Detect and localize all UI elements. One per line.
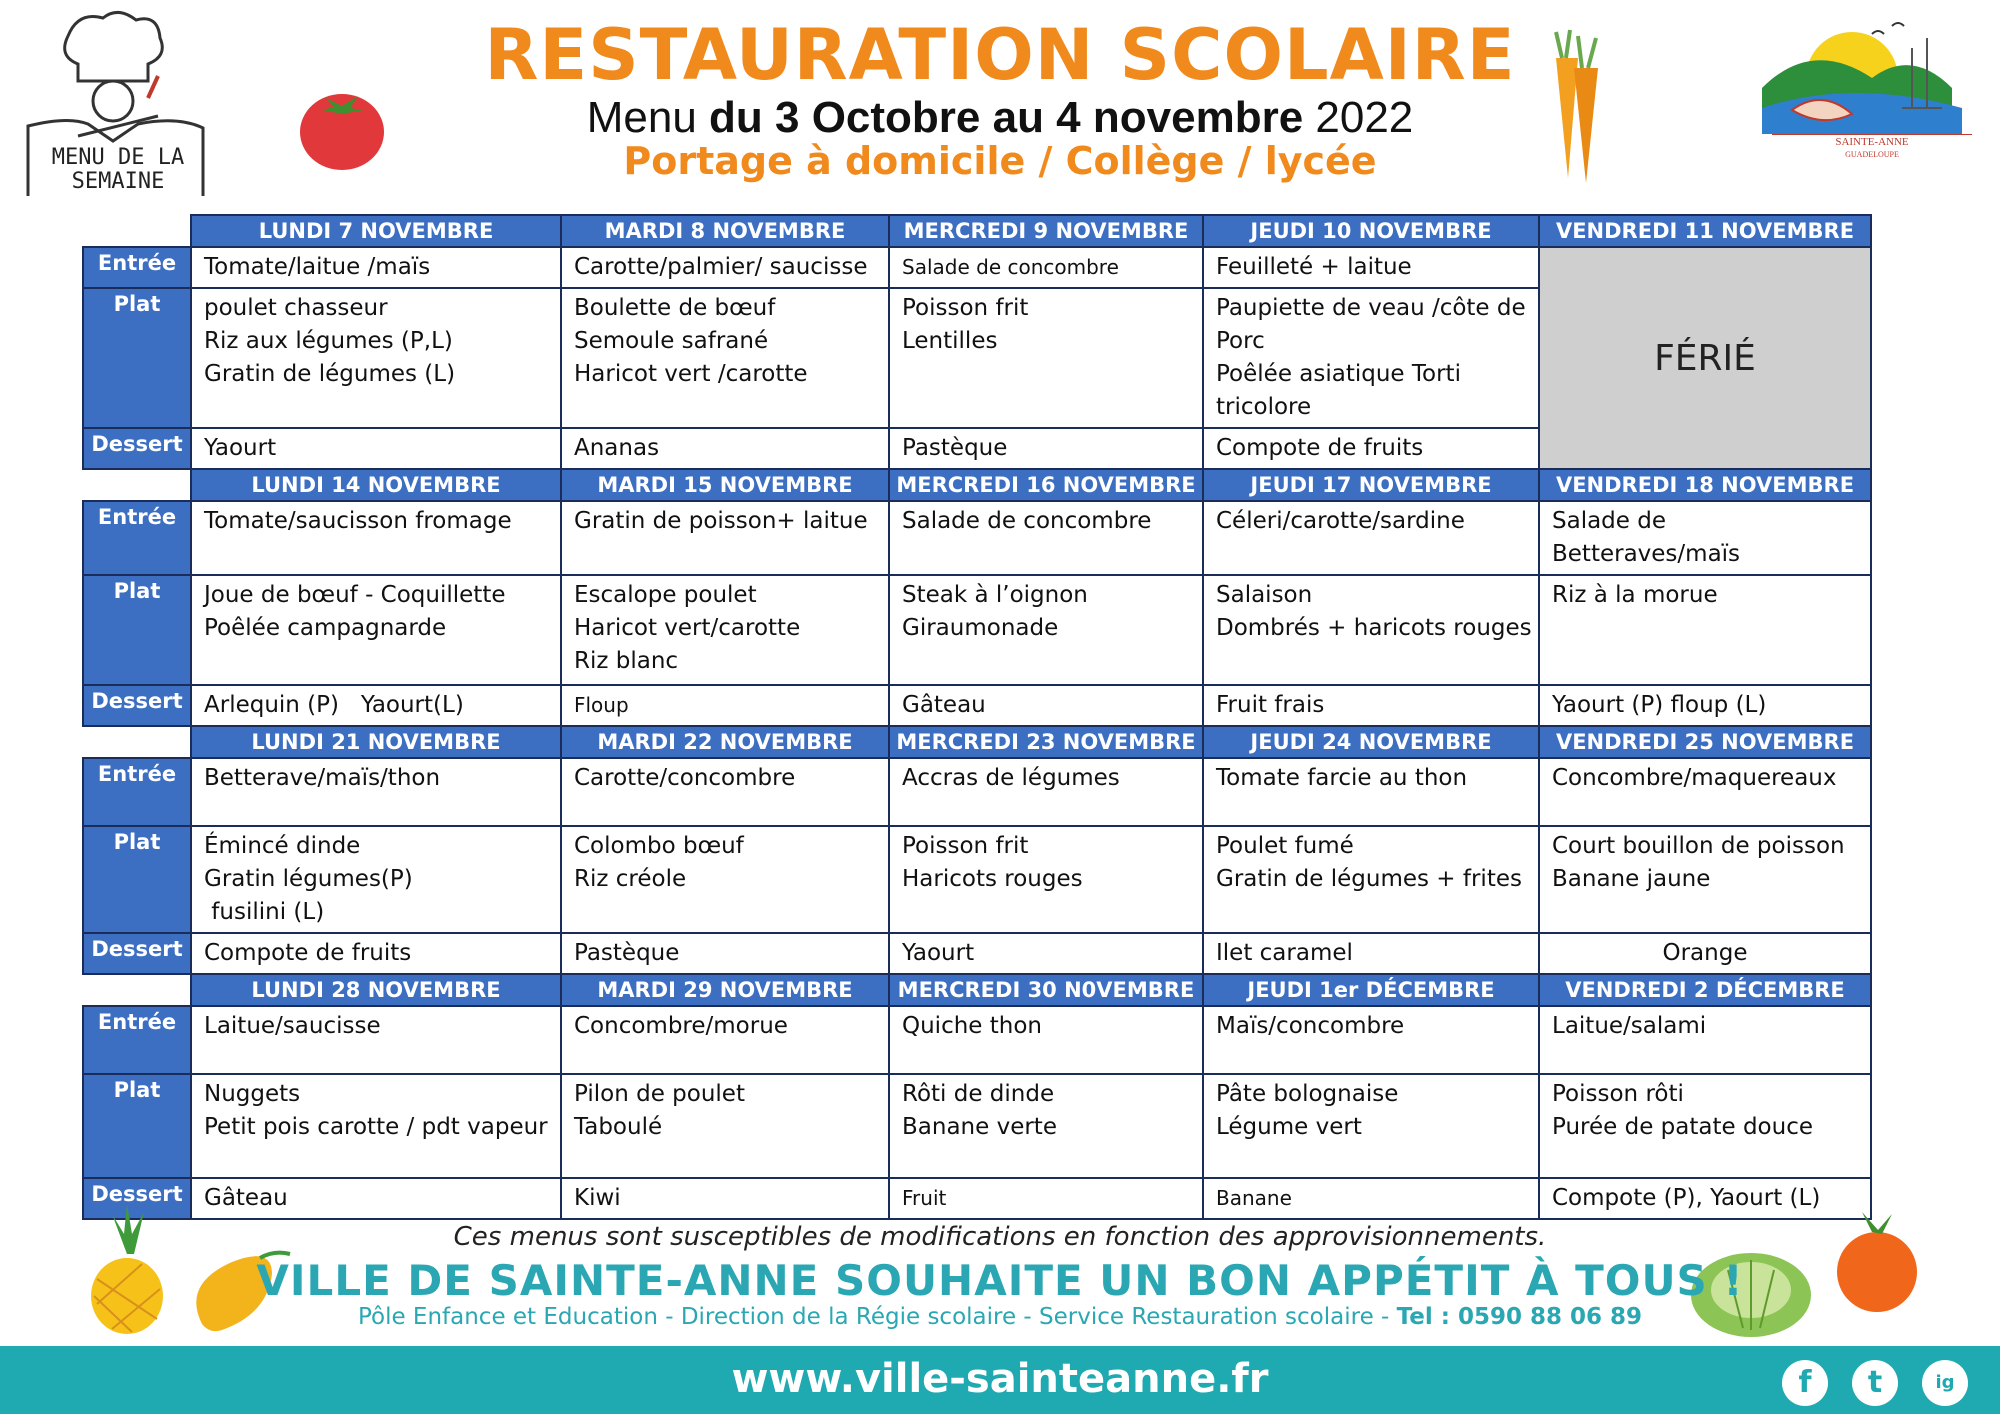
dish-line: Poulet fumé — [1216, 833, 1354, 859]
row-label-dessert: Dessert — [83, 685, 191, 726]
menu-cell — [1203, 826, 1539, 933]
menu-cell: Yaourt — [889, 933, 1203, 974]
dish-line: Semoule safrané — [574, 328, 769, 354]
menu-cell — [191, 1074, 561, 1178]
menu-cell: Orange — [1539, 933, 1871, 974]
row-label-entree: Entrée — [83, 501, 191, 575]
menu-cell: Tomate farcie au thon — [1203, 758, 1539, 826]
dish-line: Banane verte — [902, 1114, 1057, 1140]
menu-cell: Gâteau — [889, 685, 1203, 726]
dish-line: Salaison — [1216, 582, 1313, 608]
menu-cell — [1539, 575, 1871, 685]
menu-cell: Concombre/morue — [561, 1006, 889, 1074]
page-title: RESTAURATION SCOLAIRE — [484, 14, 1516, 96]
week-3-entree-row — [83, 758, 1871, 826]
row-label-plat: Plat — [83, 575, 191, 685]
week-3-days-row — [83, 726, 1871, 758]
dish-line: Poêlée asiatique Torti — [1216, 361, 1461, 387]
day-header: LUNDI 28 NOVEMBRE — [191, 974, 561, 1006]
dish-line: Riz aux légumes (P,L) — [204, 328, 453, 354]
menu-cell — [1203, 575, 1539, 685]
menu-cell: Laitue/saucisse — [191, 1006, 561, 1074]
dish-line: Poisson frit — [902, 295, 1029, 321]
menu-cell — [1203, 288, 1539, 428]
day-header: LUNDI 14 NOVEMBRE — [191, 469, 561, 501]
week-2-days-row — [83, 469, 1871, 501]
day-header: LUNDI 7 NOVEMBRE — [191, 215, 561, 247]
website-link[interactable]: www.ville-sainteanne.fr — [731, 1356, 1269, 1402]
dish-line: Banane jaune — [1552, 866, 1711, 892]
menu-cell: Ilet caramel — [1203, 933, 1539, 974]
menu-cell — [1203, 1074, 1539, 1178]
subtitle-bold: du 3 Octobre au 4 novembre — [709, 93, 1304, 142]
day-header: MARDI 29 NOVEMBRE — [561, 974, 889, 1006]
dish-line: Poêlée campagnarde — [204, 615, 447, 641]
week-2-plat-row — [83, 575, 1871, 685]
day-header: JEUDI 17 NOVEMBRE — [1203, 469, 1539, 501]
dish-line: Haricot vert /carotte — [574, 361, 808, 387]
dish-line: tricolore — [1216, 394, 1312, 420]
dish-line: Porc — [1216, 328, 1265, 354]
menu-cell: Concombre/maquereaux — [1539, 758, 1871, 826]
menu-cell: Kiwi — [561, 1178, 889, 1219]
corner-cell — [83, 215, 191, 247]
contact-text — [0, 1304, 2000, 1330]
menu-cell — [561, 575, 889, 685]
menu-cell: Gratin de poisson+ laitue — [561, 501, 889, 575]
menu-cell: Gâteau — [191, 1178, 561, 1219]
dish-line: Riz blanc — [574, 648, 679, 674]
dish-line: poulet chasseur — [204, 295, 388, 321]
day-header: MARDI 22 NOVEMBRE — [561, 726, 889, 758]
dish-line: Gratin de légumes (L) — [204, 361, 456, 387]
logo-town-name — [1772, 134, 1972, 160]
day-header: MARDI 15 NOVEMBRE — [561, 469, 889, 501]
sainte-anne-emblem-icon — [1752, 18, 1970, 136]
corner-cell — [83, 469, 191, 501]
dish-line: Haricots rouges — [902, 866, 1083, 892]
dish-line: Taboulé — [574, 1114, 663, 1140]
row-label-entree: Entrée — [83, 758, 191, 826]
dish-line: Court bouillon de poisson — [1552, 833, 1845, 859]
dish-line: Petit pois carotte / pdt vapeur — [204, 1114, 548, 1140]
menu-cell: Salade de Betteraves/maïs — [1539, 501, 1871, 575]
day-header: MERCREDI 16 NOVEMBRE — [889, 469, 1203, 501]
week-1-entree-row — [83, 247, 1871, 288]
instagram-icon[interactable]: ig — [1922, 1360, 1968, 1406]
day-header: MARDI 8 NOVEMBRE — [561, 215, 889, 247]
row-label-dessert: Dessert — [83, 1178, 191, 1219]
dish-line: Pilon de poulet — [574, 1081, 745, 1107]
menu-cell: Tomate/laitue /maïs — [191, 247, 561, 288]
dish-line: Rôti de dinde — [902, 1081, 1055, 1107]
facebook-icon[interactable]: f — [1782, 1360, 1828, 1406]
dish-line: Purée de patate douce — [1552, 1114, 1813, 1140]
dish-line: Colombo bœuf — [574, 833, 744, 859]
slogan-text: VILLE DE SAINTE-ANNE SOUHAITE UN BON APPÉTIT À TOUS ! — [256, 1256, 1744, 1305]
week-4-days-row — [83, 974, 1871, 1006]
menu-cell — [191, 826, 561, 933]
day-header: VENDREDI 18 NOVEMBRE — [1539, 469, 1871, 501]
menu-cell: Pastèque — [889, 428, 1203, 469]
dish-line: Giraumonade — [902, 615, 1059, 641]
menu-cell: Floup — [561, 685, 889, 726]
menu-cell: Compote (P), Yaourt (L) — [1539, 1178, 1871, 1219]
logo-caption-1: MENU DE LA — [51, 145, 185, 170]
dish-line: fusilini (L) — [204, 899, 325, 925]
day-header: VENDREDI 11 NOVEMBRE — [1539, 215, 1871, 247]
row-label-plat: Plat — [83, 1074, 191, 1178]
dish-line: Gratin de légumes + frites — [1216, 866, 1522, 892]
menu-cell — [561, 826, 889, 933]
menu-cell: Yaourt (P) floup (L) — [1539, 685, 1871, 726]
subtitle-pre: Menu — [586, 93, 710, 142]
dish-line: Pâte bolognaise — [1216, 1081, 1399, 1107]
week-3-plat-row — [83, 826, 1871, 933]
row-label-dessert: Dessert — [83, 933, 191, 974]
menu-cell: Accras de légumes — [889, 758, 1203, 826]
dish-line: Joue de bœuf - Coquillette — [204, 582, 506, 608]
menu-cell: Maïs/concombre — [1203, 1006, 1539, 1074]
dish-line: Boulette de bœuf — [574, 295, 776, 321]
menu-cell: Fruit frais — [1203, 685, 1539, 726]
dish-line: Haricot vert/carotte — [574, 615, 801, 641]
menu-cell: Salade de concombre — [889, 501, 1203, 575]
week-2-dessert-row — [83, 685, 1871, 726]
dish-line: Nuggets — [204, 1081, 301, 1107]
menu-cell — [1539, 1074, 1871, 1178]
menu-cell — [561, 288, 889, 428]
menu-cell: Yaourt — [191, 428, 561, 469]
dish-line: Poisson rôti — [1552, 1081, 1684, 1107]
dish-line: Poisson frit — [902, 833, 1029, 859]
menu-cell: Céleri/carotte/sardine — [1203, 501, 1539, 575]
contact-phone: Tel : 0590 88 06 89 — [1396, 1304, 1643, 1330]
week-4-dessert-row — [83, 1178, 1871, 1219]
row-label-plat: Plat — [83, 826, 191, 933]
row-label-entree: Entrée — [83, 247, 191, 288]
menu-cell: Laitue/salami — [1539, 1006, 1871, 1074]
corner-cell — [83, 974, 191, 1006]
menu-cell — [889, 575, 1203, 685]
menu-cell: Compote de fruits — [191, 933, 561, 974]
day-header: MERCREDI 23 NOVEMBRE — [889, 726, 1203, 758]
day-header: MERCREDI 9 NOVEMBRE — [889, 215, 1203, 247]
dish-line: Steak à l’oignon — [902, 582, 1088, 608]
dish-line: Riz à la morue — [1552, 582, 1718, 608]
row-label-plat: Plat — [83, 288, 191, 428]
menu-cell: Carotte/palmier/ saucisse — [561, 247, 889, 288]
menu-cell: Pastèque — [561, 933, 889, 974]
menu-cell — [191, 575, 561, 685]
day-header: JEUDI 1er DÉCEMBRE — [1203, 974, 1539, 1006]
day-header: VENDREDI 25 NOVEMBRE — [1539, 726, 1871, 758]
menu-cell: Tomate/saucisson fromage — [191, 501, 561, 575]
menu-cell — [191, 288, 561, 428]
menu-cell: Compote de fruits — [1203, 428, 1539, 469]
menu-cell: Quiche thon — [889, 1006, 1203, 1074]
day-header: LUNDI 21 NOVEMBRE — [191, 726, 561, 758]
logo-town-label: SAINTE-ANNE — [1835, 136, 1909, 148]
week-3-dessert-row — [83, 933, 1871, 974]
logo-island-label: GUADELOUPE — [1845, 150, 1899, 159]
menu-cell: Arlequin (P) Yaourt(L) — [191, 685, 561, 726]
dish-line: Dombrés + haricots rouges — [1216, 615, 1532, 641]
day-header: MERCREDI 30 N0VEMBRE — [889, 974, 1203, 1006]
menu-cell — [889, 288, 1203, 428]
dish-line: Émincé dinde — [204, 833, 361, 859]
disclaimer-text: Ces menus sont susceptibles de modifications en fonction des approvisionnements. — [453, 1222, 1547, 1252]
dish-line: Escalope poulet — [574, 582, 757, 608]
row-label-dessert: Dessert — [83, 428, 191, 469]
contact-service: Pôle Enfance et Education - Direction de la Régie scolaire - Service Restauration scolaire - — [357, 1304, 1397, 1330]
menu-cell — [889, 826, 1203, 933]
week-1-days-row — [83, 215, 1871, 247]
logo-caption-2: SEMAINE — [71, 169, 165, 194]
day-header: JEUDI 24 NOVEMBRE — [1203, 726, 1539, 758]
dish-line: Paupiette de veau /côte de — [1216, 295, 1526, 321]
audience-subtitle: Portage à domicile / Collège / lycée — [623, 139, 1377, 183]
dish-line: Gratin légumes(P) — [204, 866, 413, 892]
day-header: JEUDI 10 NOVEMBRE — [1203, 215, 1539, 247]
menu-cell: Feuilleté + laitue — [1203, 247, 1539, 288]
menu-table — [82, 214, 1872, 1220]
menu-cell: Fruit — [889, 1178, 1203, 1219]
subtitle-post: 2022 — [1303, 93, 1414, 142]
menu-cell — [1539, 826, 1871, 933]
corner-cell — [83, 726, 191, 758]
menu-cell — [561, 1074, 889, 1178]
week-4-plat-row — [83, 1074, 1871, 1178]
menu-cell: Betterave/maïs/thon — [191, 758, 561, 826]
carrots-icon — [1536, 28, 1614, 188]
dish-line: Lentilles — [902, 328, 998, 354]
sainte-anne-logo — [1752, 18, 1970, 158]
twitter-icon[interactable]: t — [1852, 1360, 1898, 1406]
week-4-entree-row — [83, 1006, 1871, 1074]
menu-cell: Banane — [1203, 1178, 1539, 1219]
menu-cell: Carotte/concombre — [561, 758, 889, 826]
week-2-entree-row — [83, 501, 1871, 575]
footer-bar — [0, 1346, 2000, 1414]
menu-cell: Ananas — [561, 428, 889, 469]
dish-line: Riz créole — [574, 866, 687, 892]
menu-cell — [889, 1074, 1203, 1178]
holiday-cell: FÉRIÉ — [1539, 247, 1871, 469]
day-header: VENDREDI 2 DÉCEMBRE — [1539, 974, 1871, 1006]
row-label-entree: Entrée — [83, 1006, 191, 1074]
dish-line: Légume vert — [1216, 1114, 1362, 1140]
menu-cell: Salade de concombre — [889, 247, 1203, 288]
